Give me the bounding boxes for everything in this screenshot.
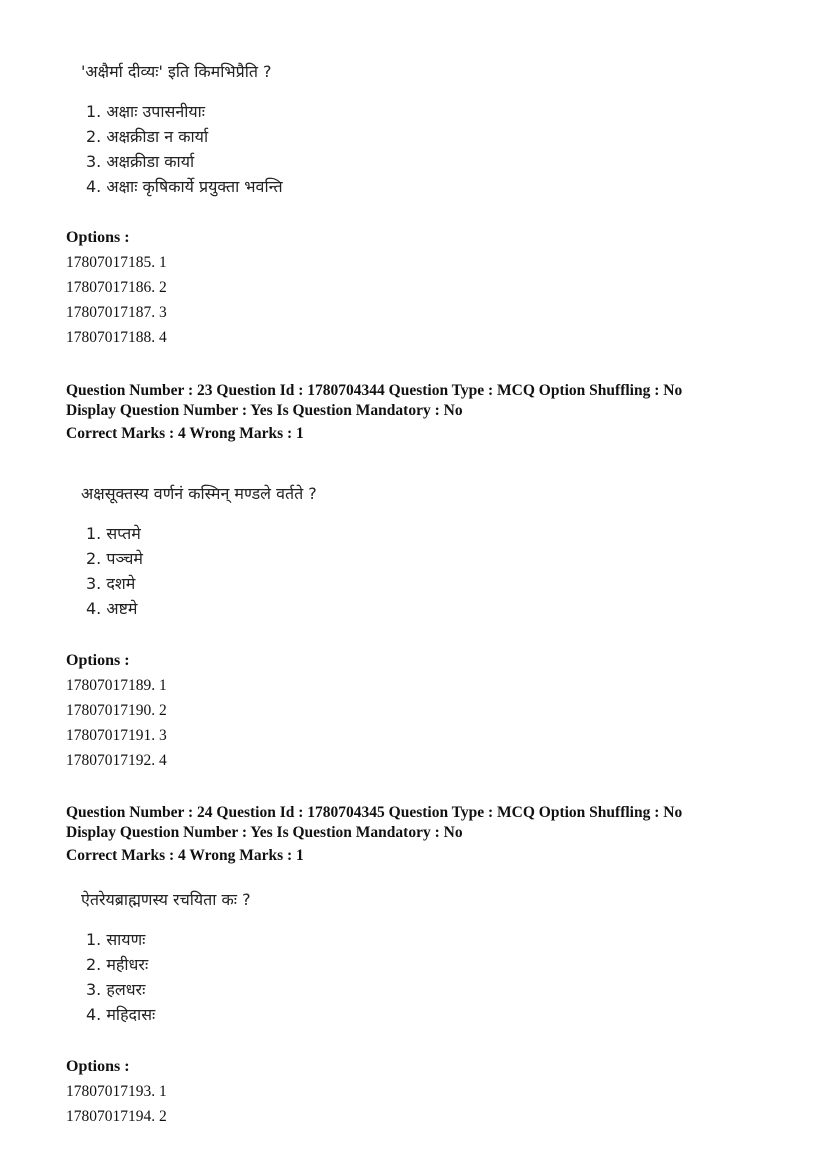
choice-item: 4. अक्षाः कृषिकार्ये प्रयुक्ता भवन्ति	[86, 177, 283, 196]
option-id-item: 17807017185. 1	[66, 254, 167, 271]
option-id-list	[66, 673, 167, 773]
choice-item: 3. दशमे	[86, 574, 136, 593]
choice-item: 3. हलधरः	[86, 980, 146, 999]
choice-item: 2. अक्षक्रीडा न कार्या	[86, 127, 209, 146]
question-meta	[66, 803, 682, 866]
choice-item: 2. पञ्चमे	[86, 549, 143, 568]
choice-list	[86, 99, 283, 199]
option-id-item: 17807017191. 3	[66, 727, 167, 744]
question-meta	[66, 381, 682, 444]
option-id-item: 17807017190. 2	[66, 702, 167, 719]
options-label: Options :	[66, 652, 130, 669]
options-label: Options :	[66, 1058, 130, 1075]
option-id-item: 17807017192. 4	[66, 752, 167, 769]
option-id-item: 17807017188. 4	[66, 329, 167, 346]
choice-item: 1. सायणः	[86, 930, 146, 949]
options-label: Options :	[66, 229, 130, 246]
option-id-item: 17807017194. 2	[66, 1108, 167, 1125]
choice-item: 4. अष्टमे	[86, 599, 138, 618]
choice-item: 1. सप्तमे	[86, 524, 141, 543]
option-id-item: 17807017189. 1	[66, 677, 167, 694]
question-text: 'अक्षैर्मा दीव्यः' इति किमभिप्रैति ?	[81, 62, 272, 81]
choice-item: 4. महिदासः	[86, 1005, 156, 1024]
option-id-item: 17807017187. 3	[66, 304, 167, 321]
question-meta-line: Question Number : 23 Question Id : 1780704344 Question Type : MCQ Option Shuffling : No	[66, 382, 683, 399]
question-meta-line: Question Number : 24 Question Id : 1780704345 Question Type : MCQ Option Shuffling : No	[66, 804, 683, 821]
choice-item: 3. अक्षक्रीडा कार्या	[86, 152, 195, 171]
marks-line: Correct Marks : 4 Wrong Marks : 1	[66, 425, 304, 442]
choice-list	[86, 521, 143, 621]
option-id-list	[66, 1079, 167, 1129]
option-id-item: 17807017186. 2	[66, 279, 167, 296]
option-id-list	[66, 250, 167, 350]
choice-item: 1. अक्षाः उपासनीयाः	[86, 102, 206, 121]
choice-item: 2. महीधरः	[86, 955, 149, 974]
question-text: ऐतरेयब्राह्मणस्य रचयिता कः ?	[81, 890, 251, 909]
marks-line: Correct Marks : 4 Wrong Marks : 1	[66, 847, 304, 864]
question-meta-line: Display Question Number : Yes Is Question Mandatory : No	[66, 824, 463, 841]
question-meta-line: Display Question Number : Yes Is Question Mandatory : No	[66, 402, 463, 419]
option-id-item: 17807017193. 1	[66, 1083, 167, 1100]
choice-list	[86, 927, 155, 1027]
question-text: अक्षसूक्तस्य वर्णनं कस्मिन् मण्डले वर्तते ?	[81, 484, 317, 503]
